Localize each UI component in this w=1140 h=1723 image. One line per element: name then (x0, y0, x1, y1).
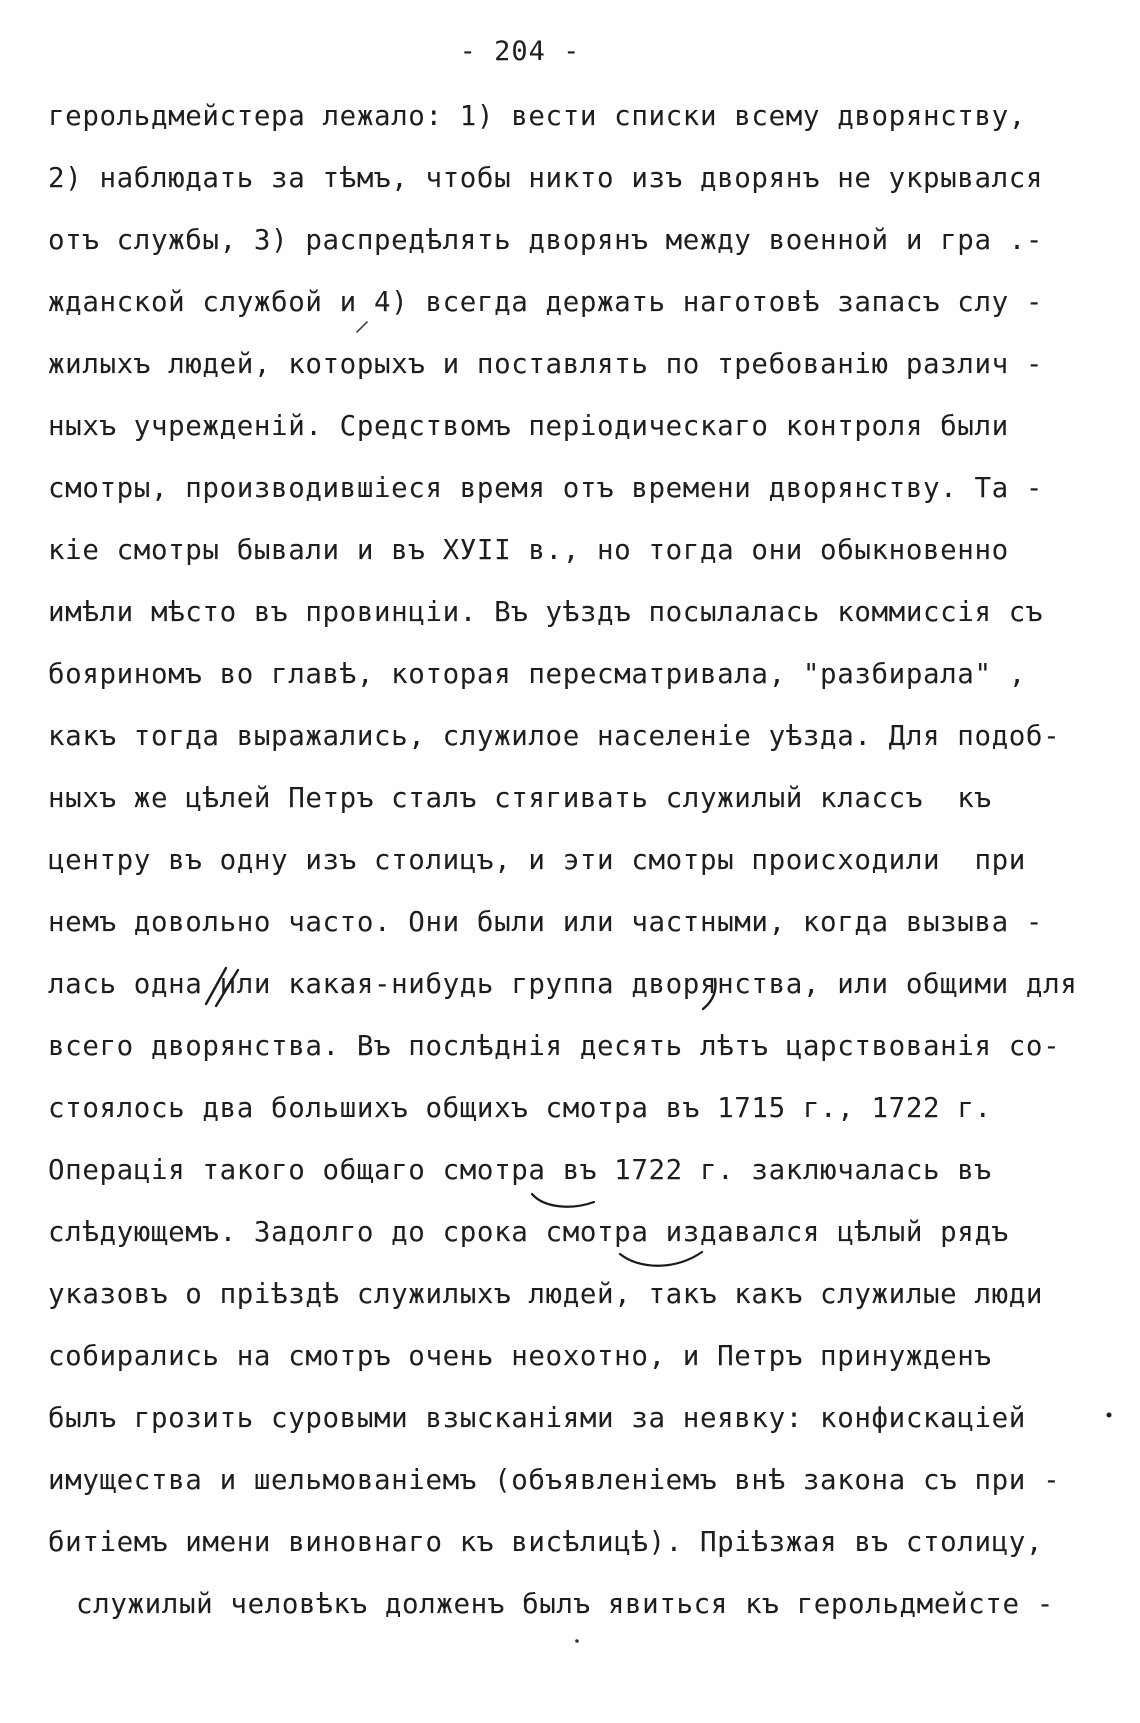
text-line: центру въ одну изъ столицъ, и эти смотры происходили при (48, 844, 1026, 876)
text-line: кіе смотры бывали и въ ХУІІ в., но тогда они обыкновенно (48, 534, 1009, 566)
text-line: всего дворянства. Въ послѣднія десять лѣтъ царствованія со- (48, 1030, 1061, 1062)
text-line: 2) наблюдать за тѣмъ, чтобы никто изъ дворянъ не укрывался (48, 162, 1044, 194)
text-line: лась одна или какая-нибудь группа дворянства, или общими для (48, 968, 1078, 1000)
text-line: собирались на смотръ очень неохотно, и Петръ принужденъ (48, 1340, 992, 1372)
text-line: имущества и шельмованіемъ (объявленіемъ внѣ закона съ при - (48, 1464, 1061, 1496)
text-line: слѣдующемъ. Задолго до срока смотра издавался цѣлый рядъ (48, 1216, 1009, 1248)
text-line: ныхъ учрежденій. Средствомъ періодическаго контроля были (48, 410, 1009, 442)
text-line: былъ грозить суровыми взысканіями за неявку: конфискаціей (48, 1402, 1026, 1434)
text-line: Операція такого общаго смотра въ 1722 г. заключалась въ (48, 1154, 992, 1186)
text-line: какъ тогда выражались, служилое населеніе уѣзда. Для подоб- (48, 720, 1061, 752)
text-line: герольдмейстера лежало: 1) вести списки всему дворянству, (48, 100, 1026, 132)
text-line: стоялось два большихъ общихъ смотра въ 1715 г., 1722 г. (48, 1092, 992, 1124)
text-line: битіемъ имени виновнаго къ висѣлицѣ). Пріѣзжая въ столицу, (48, 1526, 1044, 1558)
text-line: немъ довольно часто. Они были или частными, когда вызыва - (48, 906, 1044, 938)
page-number: - 204 - (459, 36, 581, 67)
text-line: имѣли мѣсто въ провинціи. Въ уѣздъ посылалась коммиссія съ (48, 596, 1044, 628)
text-line: отъ службы, 3) распредѣлять дворянъ между военной и гра .- (48, 224, 1044, 256)
body-text (48, 90, 1088, 1640)
text-line: указовъ о пріѣздѣ служилыхъ людей, такъ какъ служилые люди (48, 1278, 1044, 1310)
text-line: жданской службой и 4) всегда держать наготовѣ запасъ слу - (48, 286, 1044, 318)
text-line: бояриномъ во главѣ, которая пересматривала, "разбирала" , (48, 658, 1026, 690)
text-line: жилыхъ людей, которыхъ и поставлять по требованію различ - (48, 348, 1044, 380)
text-line: служилый человѣкъ долженъ былъ явиться къ герольдмейсте - (76, 1588, 1054, 1620)
stray-dot-mark (1104, 1410, 1114, 1420)
text-line: смотры, производившіеся время отъ времени дворянству. Та - (48, 472, 1044, 504)
text-line: ныхъ же цѣлей Петръ сталъ стягивать служилый классъ къ (48, 782, 992, 814)
